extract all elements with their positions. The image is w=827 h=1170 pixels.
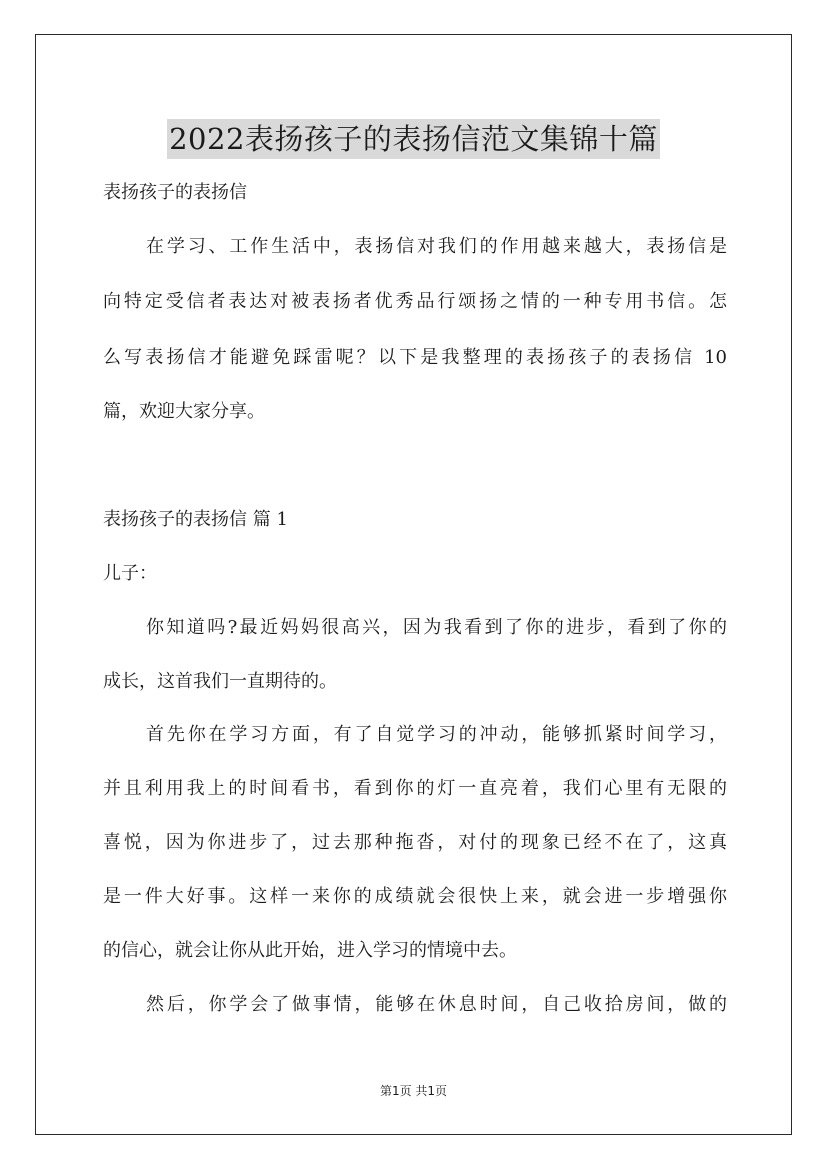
paragraph-line: 然后，你学会了做事情，能够在休息时间，自己收拾房间，做的 <box>146 994 727 1015</box>
section-heading: 表扬孩子的表扬信 <box>103 182 247 203</box>
document-title: 2022表扬孩子的表扬信范文集锦十篇 <box>167 119 660 159</box>
intro-line: 在学习、工作生活中，表扬信对我们的作用越来越大，表扬信是 <box>146 236 727 257</box>
chapter-heading: 表扬孩子的表扬信 篇 1 <box>103 509 288 530</box>
paragraph-line: 成长，这首我们一直期待的。 <box>103 671 337 692</box>
intro-line: 向特定受信者表达对被表扬者优秀品行颂扬之情的一种专用书信。怎 <box>103 291 727 312</box>
salutation: 儿子： <box>103 563 157 584</box>
paragraph-line: 喜悦，因为你进步了，过去那种拖沓，对付的现象已经不在了，这真 <box>103 832 727 853</box>
paragraph-line: 并且利用我上的时间看书，看到你的灯一直亮着，我们心里有无限的 <box>103 778 727 799</box>
paragraph-line: 你知道吗?最近妈妈很高兴，因为我看到了你的进步，看到了你的 <box>146 617 727 638</box>
title-container <box>0 100 827 179</box>
paragraph-line: 的信心，就会让你从此开始，进入学习的情境中去。 <box>103 940 517 961</box>
intro-line: 么写表扬信才能避免踩雷呢？以下是我整理的表扬孩子的表扬信 10 <box>103 347 727 368</box>
intro-line: 篇，欢迎大家分享。 <box>103 401 265 422</box>
page-footer: 第1页 共1页 <box>379 1084 448 1098</box>
paragraph-line: 首先你在学习方面，有了自觉学习的冲动，能够抓紧时间学习， <box>146 724 727 745</box>
paragraph-line: 是一件大好事。这样一来你的成绩就会很快上来，就会进一步增强你 <box>103 886 727 907</box>
